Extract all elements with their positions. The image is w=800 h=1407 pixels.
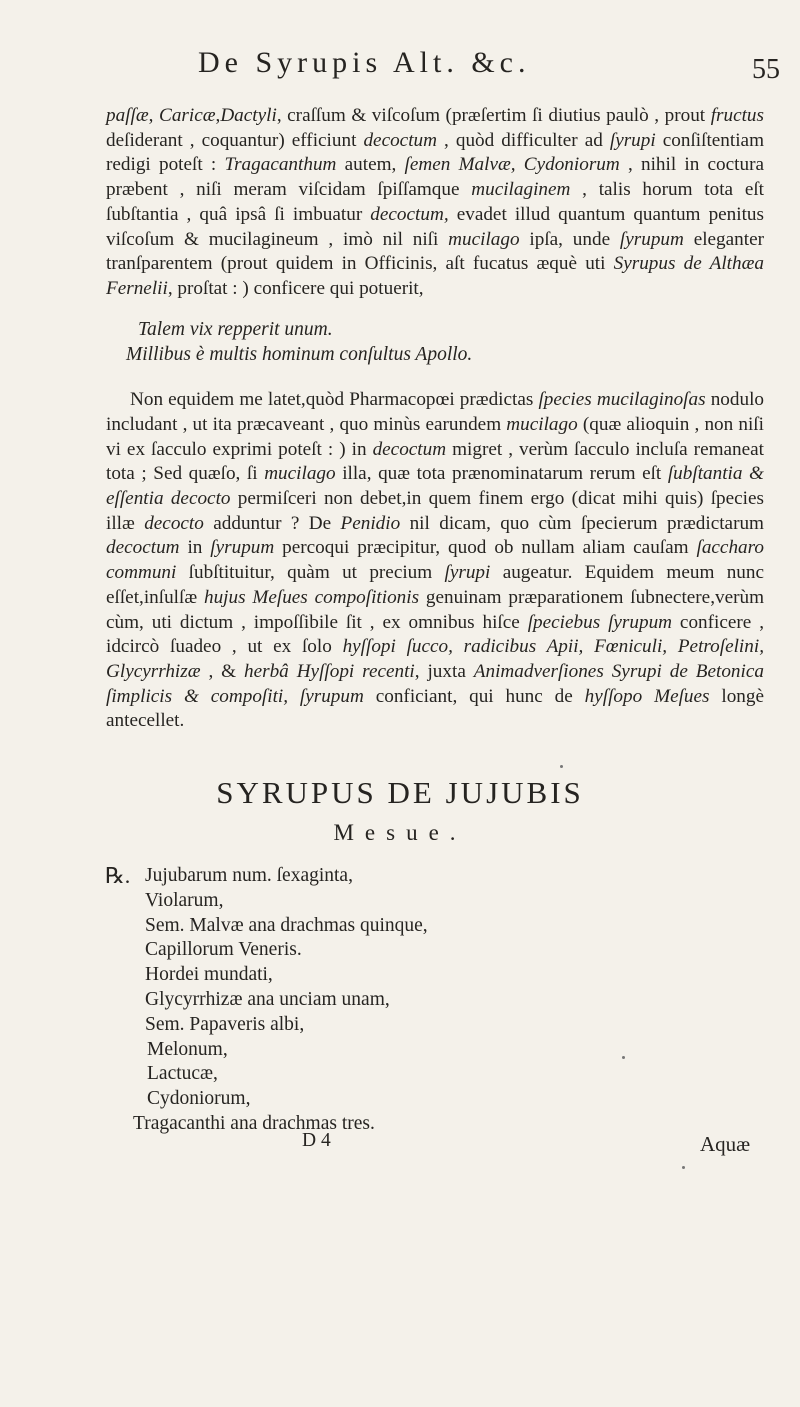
italic-term: decoctum [363,129,437,151]
italic-term: ſaccharo communi [106,537,764,584]
italic-term: ſemen Malvæ, Cydoniorum [404,154,620,176]
ink-speck [560,765,563,768]
italic-term: ſpecies mucilaginoſas [538,389,706,411]
italic-term: ſpeciebus ſyrupum [527,611,673,633]
page-header [150,46,780,86]
text-run: percoqui præcipitur, quod ob nullam aliam cauſam [274,537,697,559]
text-run: ipſa, unde [519,228,620,250]
paragraph-2 [106,369,764,753]
italic-term: ſubſtantia & eſſentia decocto [106,463,764,509]
recipe-line: Glycyrrhizæ ana unciam unam, [145,988,390,1010]
text-run: eleganter tranſparentem (prout quidem in Officinis, aſt fucatus æquè uti [106,228,765,275]
italic-term: Animadverſiones Syrupi de Betonica ſimplicis & compoſiti, ſyrupum [106,660,764,707]
text-run: , quòd difficulter ad [436,129,610,151]
section-title: SYRUPUS DE JUJUBIS [216,775,584,810]
text-run: Non equidem me latet,quòd Pharmacopœi prædictas [130,389,539,411]
recipe-list [105,863,665,1137]
italic-term: mucilaginem [471,179,571,201]
verse-quote [126,317,766,367]
italic-term: paſſæ [106,105,149,126]
text-run: genuinam præparationem ſubnectere,verùm cùm, uti dictum , impoſſibile ſit , ex omnibus hiſce [106,586,765,633]
italic-term: decocto [144,512,204,534]
italic-term: decoctum [106,537,180,559]
italic-term: mucilago [264,463,336,485]
italic-term: ſyrupi [444,562,491,584]
text-run: migret , verùm ſacculo incluſa remaneat tota ; Sed quæſo, ſi [106,438,764,485]
recipe-line: Jujubarum num. ſexaginta, [145,865,353,886]
text-run: , craſſum & viſcoſum (præſertim ſi diutius paulò , prout [276,105,711,126]
text-run: , nihil in coctura præbent , niſi meram viſcidam ſpiſſamque [106,154,764,201]
recipe-line: Capillorum Veneris. [145,939,302,961]
italic-term: mucilago [448,228,520,250]
text-run: permiſceri non debet,in quem finem ergo (dicat mihi quis) ſpecies illæ [106,488,764,534]
text-run: , [148,105,160,126]
recipe-line: Lactucæ, [147,1063,218,1085]
verse-line-2: Millibus è multis hominum conſultus Apollo. [126,344,473,365]
text-run: nodulo includant , ut ita præcaveant , quo minùs earundem [106,389,764,435]
running-title: De Syrupis Alt. &c. [198,46,531,79]
text-run: nil dicam, quo cùm ſpecierum prædictarum [400,512,764,534]
recipe-line: Cydoniorum, [147,1088,251,1110]
italic-term: decoctum, [370,203,449,225]
paragraph-1 [106,104,764,302]
italic-term: Syrupus de Althæa Fernelii [106,253,764,299]
text-run: , [215,105,221,126]
catchword: Aquæ [700,1132,751,1156]
page-number: 55 [752,54,780,85]
italic-term: ſyrupi [609,129,656,151]
text-run: conſiſtentiam redigi poteſt : [106,129,764,176]
text-run: , talis horum tota eſt ſubſtantia , quâ ipsâ ſi imbuatur [106,179,765,225]
recipe-line: Hordei mundati, [145,964,273,986]
italic-term: ſyrupum [210,537,275,559]
text-run: conficere , idcircò ſuadeo , ut ex ſolo [106,611,764,658]
text-run: , proſtat : ) conficere qui potuerit, [167,277,424,299]
italic-term: mucilago [506,413,578,435]
recipe-line: Tragacanthi ana drachmas tres. [133,1112,375,1134]
text-run: adduntur ? De [203,512,341,534]
text-run: conficiant, qui hunc de [363,685,585,707]
italic-term: Dactyli [220,105,277,126]
text-run: ſubſtituitur, quàm ut precium [176,562,445,584]
italic-term: hujus Meſues compoſitionis [203,586,420,608]
recipe-line: Violarum, [145,889,224,911]
paragraph-1-text [106,104,764,302]
text-run: , & [200,660,245,682]
text-run: illa, quæ tota prænominatarum rerum eſt [335,463,668,485]
italic-term: decoctum [372,438,447,460]
section-author: Mesue. [333,820,467,845]
recipe-line: Melonum, [147,1038,228,1060]
italic-term: Caricæ [159,105,216,126]
ink-speck [622,1056,625,1059]
paragraph-2-text [106,388,764,734]
text-run: , juxta [414,660,474,682]
ink-speck [682,1166,685,1169]
text-run: (quæ alioquin , non niſi vi ex ſacculo exprimi poteſt : ) in [106,413,764,460]
recipe-symbol: ℞. [105,863,131,888]
italic-term: fructus [710,105,764,126]
italic-term: herbâ Hyſſopi recenti [244,660,415,682]
recipe-line: Sem. Malvæ ana drachmas quinque, [145,914,428,936]
text-run: augeatur. Equidem meum nunc eſſet,inſulſæ [106,562,764,608]
text-run: in [179,537,211,559]
signature-mark: D 4 [302,1130,331,1151]
text-run: autem, [336,154,405,176]
italic-term: ſyrupum [619,228,684,250]
italic-term: hyſſopi ſucco, radicibus Apii, Fœniculi, Petroſelini, Glycyrrhizæ [106,636,764,682]
text-run: deſiderant , coquantur) efficiunt [106,129,364,151]
recipe-line: Sem. Papaveris albi, [145,1013,305,1035]
text-run: longè antecellet. [106,685,764,732]
italic-term: hyſſopo Meſues [584,685,710,707]
italic-term: Penidio [340,512,401,534]
verse-line-1: Talem vix repperit unum. [138,319,333,340]
text-run: evadet illud quantum quantum penitus viſcoſum & mucilagineum , imò nil niſi [106,203,764,250]
italic-term: Tragacanthum [224,154,337,176]
